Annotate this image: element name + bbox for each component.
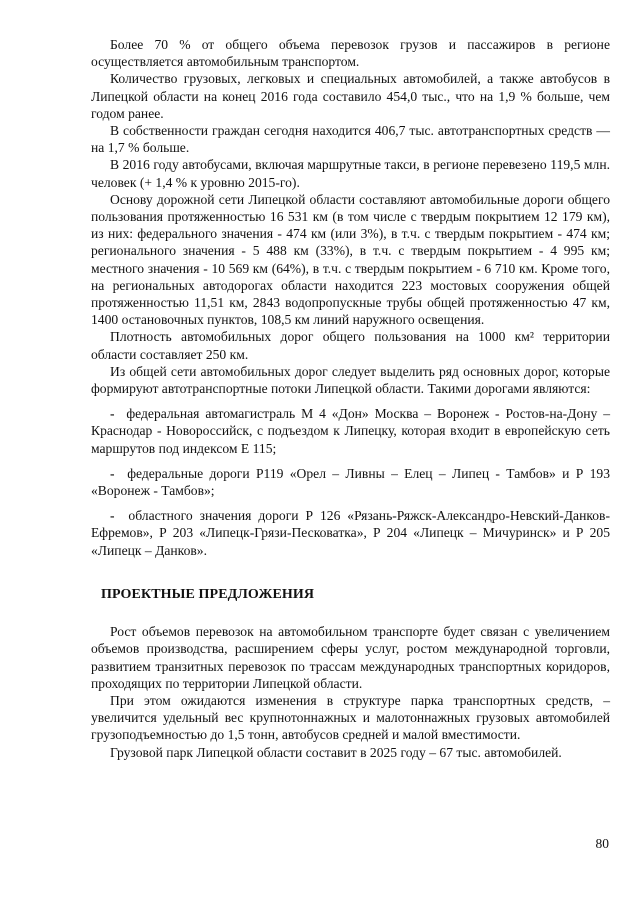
body-text <box>91 36 610 761</box>
bullet-item <box>91 405 610 457</box>
paragraph: Более 70 % от общего объема перевозок грузов и пассажиров в регионе осуществляется автомобильным транспортом. <box>91 37 610 70</box>
paragraph: Основу дорожной сети Липецкой области составляют автомобильные дороги общего пользования протяженностью 16 531 км (в том числе с твердым покрытием 12 179 км), из них: федерального значения - 474 км (или 3%), в т.ч. с твердым покрытием - 474 км; регионального значения - 5 488 км (33%), в т.ч. с твердым покрытием - 4 995 км; местного значения - 10 569 км (64%), в т.ч. с твердым покрытием - 6 710 км. Кроме того, на региональных автодорогах области находится 223 мостовых сооружения общей протяженностью 11,51 км, 2843 водопропускные трубы общей протяженностью 47 км, 1400 остановочных пунктов, 108,5 км линий наружного освещения. <box>91 191 610 328</box>
bullet-dash: - <box>110 406 115 422</box>
section-heading: ПРОЕКТНЫЕ ПРЕДЛОЖЕНИЯ <box>101 586 315 602</box>
paragraph: Грузовой парк Липецкой области составит в 2025 году – 67 тыс. автомобилей. <box>110 744 562 760</box>
bullet-item <box>91 465 610 499</box>
paragraph: Из общей сети автомобильных дорог следует выделить ряд основных дорог, которые формируют автотранспортные потоки Липецкой области. Такими дорогами являются: <box>91 363 610 397</box>
bullet-text: федеральные дороги Р119 «Орел – Ливны – Елец – Липец - Тамбов» и Р 193 «Воронеж - Тамбов»; <box>91 465 610 499</box>
bullet-text: федеральная автомагистраль М 4 «Дон» Москва – Воронеж - Ростов-на-Дону – Краснодар - Новороссийск, с подъездом к Липецку, которая входит в европейскую сеть маршрутов под индексом Е 115; <box>91 406 610 456</box>
bullet-item <box>91 507 610 559</box>
paragraph: В 2016 году автобусами, включая маршрутные такси, в регионе перевезено 119,5 млн. человек (+ 1,4 % к уровню 2015-го). <box>91 157 610 190</box>
paragraph: Плотность автомобильных дорог общего пользования на 1000 км² территории области составляет 250 км. <box>91 329 610 362</box>
bullet-dash: - <box>110 465 115 481</box>
paragraph: Рост объемов перевозок на автомобильном транспорте будет связан с увеличением объемов производства, расширением сферы услуг, ростом международной торговли, развитием транзитных перевозок по трассам международных транспортных коридоров, проходящих по территории Липецкой области. <box>91 624 610 691</box>
page-number: 80 <box>595 836 609 851</box>
bullet-dash: - <box>110 508 115 524</box>
bullet-text: областного значения дороги Р 126 «Рязань-Ряжск-Александро-Невский-Данков-Ефремов», Р 203 «Липецк-Грязи-Песковатка», Р 204 «Липецк – Мичуринск» и Р 205 «Липецк – Данков». <box>91 508 610 558</box>
paragraph: При этом ожидаются изменения в структуре парка транспортных средств, – увеличится удельный вес крупнотоннажных и малотоннажных грузовых автомобилей грузоподъемностью до 1,5 тонн, автобусов средней и малой вместимости. <box>91 692 610 743</box>
paragraph: Количество грузовых, легковых и специальных автомобилей, а также автобусов в Липецкой области на конец 2016 года составило 454,0 тыс., что на 1,9 % больше, чем годом ранее. <box>91 71 610 121</box>
paragraph: В собственности граждан сегодня находится 406,7 тыс. автотранспортных средств — на 1,7 % больше. <box>91 123 610 156</box>
